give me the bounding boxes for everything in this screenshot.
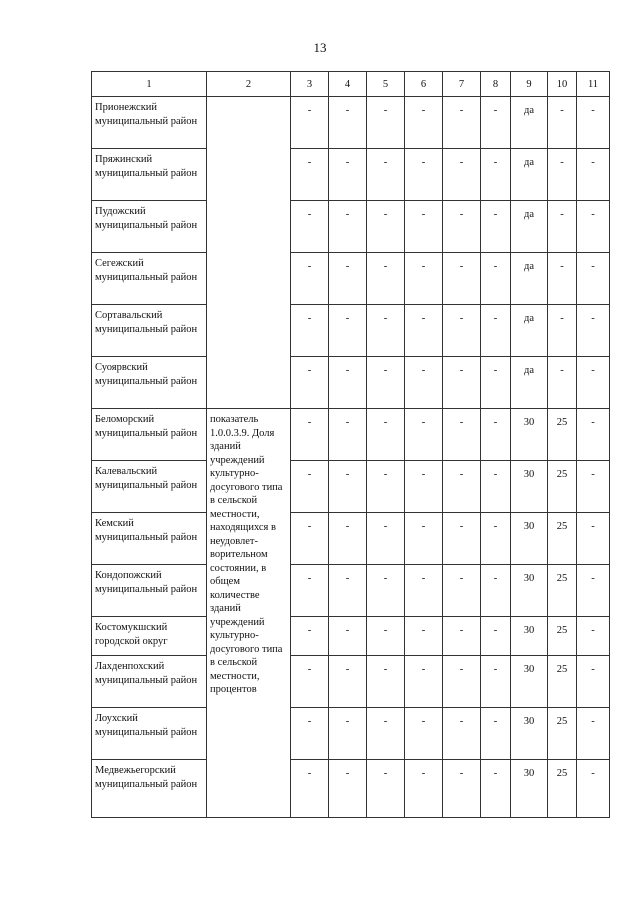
district-name: Беломорский муниципальный район <box>92 409 207 461</box>
value-cell: - <box>405 461 443 513</box>
value-cell: - <box>291 201 329 253</box>
table-row <box>92 97 610 149</box>
value-cell: - <box>405 617 443 656</box>
value-cell: 30 <box>511 409 548 461</box>
district-name: Кондопожский муниципальный район <box>92 565 207 617</box>
value-cell: - <box>329 97 367 149</box>
value-cell: - <box>577 305 610 357</box>
value-cell: - <box>577 409 610 461</box>
value-cell: - <box>291 357 329 409</box>
value-cell: - <box>481 513 511 565</box>
indicator-cell-empty <box>207 97 291 409</box>
table-row <box>92 760 610 818</box>
value-cell: - <box>405 513 443 565</box>
value-cell: - <box>443 409 481 461</box>
value-cell: - <box>405 760 443 818</box>
district-name: Прионежский муниципальный район <box>92 97 207 149</box>
value-cell: - <box>443 565 481 617</box>
value-cell: - <box>481 617 511 656</box>
value-cell: - <box>548 305 577 357</box>
value-cell: - <box>481 708 511 760</box>
value-cell: 25 <box>548 513 577 565</box>
value-cell: 30 <box>511 760 548 818</box>
data-table <box>91 71 610 818</box>
value-cell: - <box>329 201 367 253</box>
value-cell: да <box>511 253 548 305</box>
value-cell: - <box>577 708 610 760</box>
value-cell: - <box>329 760 367 818</box>
value-cell: - <box>367 409 405 461</box>
value-cell: - <box>367 149 405 201</box>
value-cell: - <box>291 617 329 656</box>
table-header <box>92 72 610 97</box>
value-cell: - <box>291 409 329 461</box>
value-cell: - <box>329 149 367 201</box>
value-cell: - <box>329 305 367 357</box>
value-cell: - <box>329 409 367 461</box>
district-name: Сортавальский муниципальный район <box>92 305 207 357</box>
value-cell: - <box>329 617 367 656</box>
value-cell: - <box>405 149 443 201</box>
value-cell: - <box>481 656 511 708</box>
value-cell: да <box>511 97 548 149</box>
value-cell: - <box>481 357 511 409</box>
value-cell: 25 <box>548 409 577 461</box>
value-cell: - <box>548 253 577 305</box>
value-cell: - <box>291 149 329 201</box>
value-cell: - <box>367 201 405 253</box>
value-cell: - <box>405 357 443 409</box>
value-cell: - <box>405 97 443 149</box>
value-cell: - <box>443 253 481 305</box>
table-row <box>92 201 610 253</box>
value-cell: - <box>577 201 610 253</box>
value-cell: - <box>291 513 329 565</box>
table-row <box>92 461 610 513</box>
header-cell: 10 <box>548 72 577 97</box>
value-cell: - <box>577 617 610 656</box>
value-cell: - <box>548 97 577 149</box>
value-cell: - <box>405 253 443 305</box>
value-cell: - <box>443 513 481 565</box>
value-cell: 30 <box>511 708 548 760</box>
value-cell: - <box>443 708 481 760</box>
value-cell: 30 <box>511 617 548 656</box>
value-cell: - <box>367 305 405 357</box>
value-cell: - <box>329 513 367 565</box>
header-cell: 3 <box>291 72 329 97</box>
header-cell: 7 <box>443 72 481 97</box>
value-cell: - <box>291 565 329 617</box>
value-cell: - <box>481 565 511 617</box>
district-name: Пряжинский муниципальный район <box>92 149 207 201</box>
table-row <box>92 409 610 461</box>
value-cell: - <box>443 357 481 409</box>
value-cell: - <box>443 656 481 708</box>
value-cell: - <box>329 253 367 305</box>
indicator-description: показатель 1.0.0.3.9. Доля зданий учреждений культурно-досугового типа в сельской местности, находящихся в неудовлет-ворительном состоянии, в общем количестве зданий учреждений культурно-досугового типа в сельской местности, процентов <box>207 409 291 818</box>
value-cell: - <box>481 461 511 513</box>
value-cell: - <box>577 760 610 818</box>
value-cell: - <box>329 565 367 617</box>
value-cell: - <box>443 760 481 818</box>
value-cell: - <box>367 253 405 305</box>
value-cell: - <box>405 305 443 357</box>
value-cell: - <box>443 305 481 357</box>
district-name: Суоярвский муниципальный район <box>92 357 207 409</box>
value-cell: - <box>329 461 367 513</box>
value-cell: - <box>481 760 511 818</box>
value-cell: - <box>367 97 405 149</box>
value-cell: 30 <box>511 513 548 565</box>
value-cell: - <box>367 513 405 565</box>
value-cell: - <box>577 357 610 409</box>
value-cell: - <box>405 409 443 461</box>
value-cell: - <box>443 149 481 201</box>
value-cell: - <box>291 656 329 708</box>
district-name: Кемский муниципальный район <box>92 513 207 565</box>
value-cell: - <box>367 708 405 760</box>
table-row <box>92 513 610 565</box>
value-cell: - <box>548 149 577 201</box>
value-cell: 25 <box>548 461 577 513</box>
page-number: 13 <box>313 40 327 55</box>
table-row <box>92 708 610 760</box>
value-cell: да <box>511 305 548 357</box>
value-cell: - <box>548 357 577 409</box>
value-cell: 25 <box>548 760 577 818</box>
value-cell: да <box>511 201 548 253</box>
value-cell: - <box>481 253 511 305</box>
value-cell: 30 <box>511 656 548 708</box>
value-cell: 25 <box>548 617 577 656</box>
value-cell: - <box>405 708 443 760</box>
value-cell: - <box>577 253 610 305</box>
value-cell: - <box>481 97 511 149</box>
value-cell: 25 <box>548 565 577 617</box>
value-cell: - <box>291 708 329 760</box>
value-cell: - <box>367 617 405 656</box>
header-cell: 9 <box>511 72 548 97</box>
value-cell: - <box>577 565 610 617</box>
table-row <box>92 357 610 409</box>
value-cell: - <box>577 149 610 201</box>
table-body <box>92 97 610 818</box>
value-cell: - <box>443 97 481 149</box>
district-name: Пудожский муниципальный район <box>92 201 207 253</box>
value-cell: - <box>367 656 405 708</box>
value-cell: - <box>577 97 610 149</box>
value-cell: - <box>577 656 610 708</box>
value-cell: - <box>481 201 511 253</box>
value-cell: 25 <box>548 708 577 760</box>
value-cell: 30 <box>511 565 548 617</box>
value-cell: да <box>511 149 548 201</box>
value-cell: - <box>481 305 511 357</box>
value-cell: - <box>291 760 329 818</box>
value-cell: - <box>443 617 481 656</box>
header-cell: 4 <box>329 72 367 97</box>
value-cell: - <box>548 201 577 253</box>
value-cell: - <box>329 357 367 409</box>
table-row <box>92 149 610 201</box>
value-cell: - <box>577 461 610 513</box>
value-cell: 30 <box>511 461 548 513</box>
table-row <box>92 617 610 656</box>
value-cell: - <box>291 253 329 305</box>
value-cell: - <box>577 513 610 565</box>
header-cell: 11 <box>577 72 610 97</box>
value-cell: - <box>481 149 511 201</box>
header-cell: 8 <box>481 72 511 97</box>
table-row <box>92 565 610 617</box>
value-cell: - <box>367 565 405 617</box>
header-cell: 2 <box>207 72 291 97</box>
value-cell: - <box>367 461 405 513</box>
district-name: Калевальский муниципальный район <box>92 461 207 513</box>
value-cell: да <box>511 357 548 409</box>
table-row <box>92 253 610 305</box>
value-cell: - <box>291 461 329 513</box>
district-name: Сегежский муниципальный район <box>92 253 207 305</box>
header-cell: 1 <box>92 72 207 97</box>
district-name: Лахденпохский муниципальный район <box>92 656 207 708</box>
district-name: Лоухский муниципальный район <box>92 708 207 760</box>
value-cell: - <box>443 201 481 253</box>
district-name: Костомукшский городской округ <box>92 617 207 656</box>
header-cell: 5 <box>367 72 405 97</box>
value-cell: - <box>329 708 367 760</box>
value-cell: - <box>367 357 405 409</box>
value-cell: - <box>291 305 329 357</box>
value-cell: - <box>329 656 367 708</box>
value-cell: - <box>405 201 443 253</box>
header-cell: 6 <box>405 72 443 97</box>
district-name: Медвежьегорский муниципальный район <box>92 760 207 818</box>
value-cell: - <box>443 461 481 513</box>
value-cell: - <box>481 409 511 461</box>
value-cell: - <box>291 97 329 149</box>
value-cell: - <box>367 760 405 818</box>
table-row <box>92 656 610 708</box>
table-row <box>92 305 610 357</box>
value-cell: 25 <box>548 656 577 708</box>
value-cell: - <box>405 656 443 708</box>
value-cell: - <box>405 565 443 617</box>
